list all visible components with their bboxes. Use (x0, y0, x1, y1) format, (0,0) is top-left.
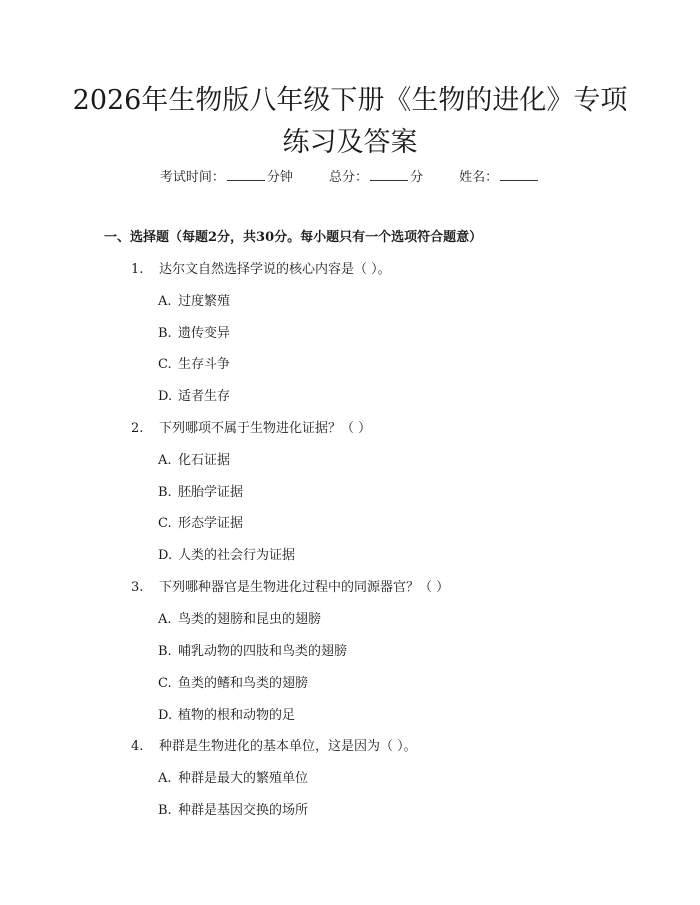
option-letter: B. (158, 326, 172, 341)
option-item (158, 451, 230, 471)
option-item (158, 546, 295, 566)
option-item (158, 610, 321, 630)
question-number: 3. (131, 580, 144, 595)
option-item (158, 292, 230, 312)
question-stem (131, 419, 371, 439)
time-label: 考试时间： (159, 170, 225, 185)
option-item (158, 642, 347, 662)
option-text: 鸟类的翅膀和昆虫的翅膀 (178, 612, 322, 627)
exam-info-line (0, 168, 700, 188)
option-item (158, 706, 295, 726)
option-text: 形态学证据 (178, 516, 244, 531)
option-text: 适者生存 (178, 389, 231, 404)
section-title: 一、选择题（每题2分，共30分。每小题只有一个选项符合题意） (104, 230, 483, 245)
exam-score (329, 168, 423, 188)
option-item (158, 674, 308, 694)
option-letter: B. (158, 485, 172, 500)
option-text: 鱼类的鳍和鸟类的翅膀 (178, 676, 309, 691)
option-item (158, 514, 243, 534)
option-text: 过度繁殖 (178, 294, 231, 309)
option-text: 哺乳动物的四肢和鸟类的翅膀 (178, 644, 348, 659)
score-label: 总分： (328, 170, 368, 185)
option-item (158, 483, 243, 503)
page-title: 2026年生物版八年级下册《生物的进化》专项练习及答案 (72, 85, 628, 158)
option-letter: C. (158, 516, 172, 531)
name-label: 姓名： (459, 170, 499, 185)
score-unit: 分 (410, 170, 424, 185)
option-text: 胚胎学证据 (178, 485, 244, 500)
option-text: 人类的社会行为证据 (178, 548, 296, 563)
option-item (158, 324, 230, 344)
question-stem (131, 578, 449, 598)
question-number: 1. (131, 262, 144, 277)
option-letter: B. (158, 803, 172, 818)
name-blank (500, 168, 538, 181)
option-letter: D. (158, 389, 173, 404)
option-text: 种群是最大的繁殖单位 (178, 771, 309, 786)
option-text: 种群是基因交换的场所 (178, 803, 309, 818)
question-text: 下列哪种器官是生物进化过程中的同源器官？（ ） (159, 580, 450, 595)
option-letter: D. (158, 548, 173, 563)
option-letter: A. (158, 294, 172, 309)
option-letter: A. (158, 612, 172, 627)
exam-time (160, 168, 293, 188)
option-letter: D. (158, 708, 173, 723)
question-number: 4. (131, 739, 144, 754)
time-unit: 分钟 (266, 170, 293, 185)
option-text: 遗传变异 (178, 326, 231, 341)
option-letter: B. (158, 644, 172, 659)
score-blank (370, 168, 408, 181)
option-letter: C. (158, 357, 172, 372)
question-stem (131, 737, 417, 757)
option-letter: A. (158, 771, 172, 786)
option-item (158, 801, 308, 821)
option-letter: A. (158, 453, 172, 468)
time-blank (227, 168, 265, 181)
question-text: 下列哪项不属于生物进化证据？（ ） (159, 421, 372, 436)
option-text: 植物的根和动物的足 (178, 708, 296, 723)
question-text: 种群是生物进化的基本单位，这是因为（ ）。 (159, 739, 417, 754)
option-text: 生存斗争 (178, 357, 231, 372)
option-text: 化石证据 (178, 453, 231, 468)
option-letter: C. (158, 676, 172, 691)
question-stem (131, 260, 391, 280)
question-text: 达尔文自然选择学说的核心内容是（ ）。 (159, 262, 391, 277)
option-item (158, 355, 230, 375)
exam-name (459, 168, 540, 188)
option-item (158, 769, 308, 789)
option-item (158, 387, 230, 407)
question-number: 2. (131, 421, 144, 436)
